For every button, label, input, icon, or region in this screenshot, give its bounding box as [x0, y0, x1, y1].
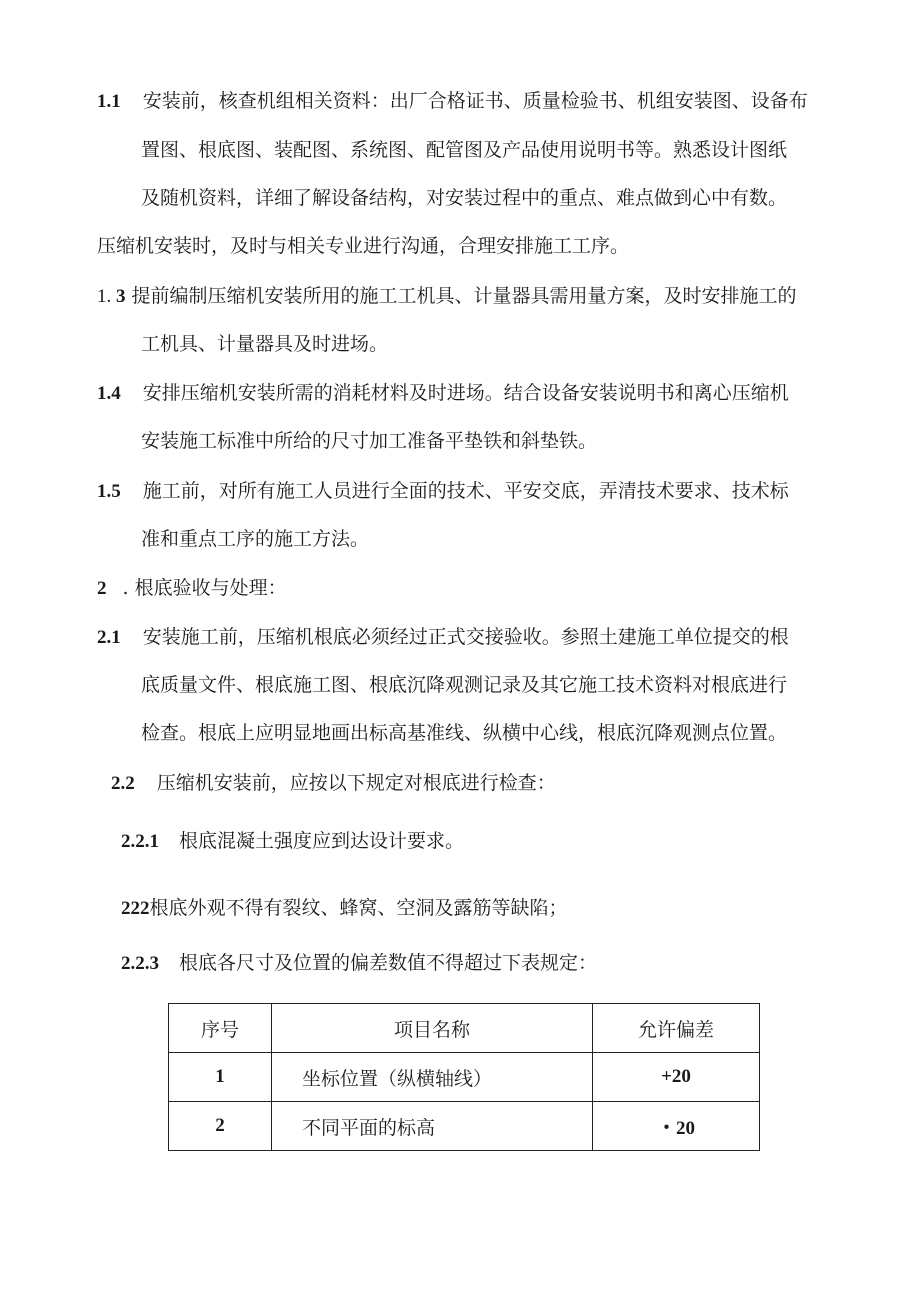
item-number: 1.1	[97, 91, 121, 112]
item-text: 根底混凝土强度应到达设计要求。	[179, 830, 465, 852]
item-1-4	[97, 380, 789, 407]
item-2-2-1	[121, 828, 464, 855]
item-text: 安装施工前，压缩机根底必须经过正式交接验收。参照土建施工单位提交的根	[142, 626, 789, 648]
item-number: 2.2.3	[121, 953, 159, 974]
item-text: 安排压缩机安装所需的消耗材料及时进场。结合设备安装说明书和离心压缩机	[142, 382, 789, 404]
item-number: 2.2.1	[121, 831, 159, 852]
item-number-prefix: 1.	[97, 286, 116, 307]
item-text: 施工前，对所有施工人员进行全面的技术、平安交底，弄清技术要求、技术标	[142, 480, 789, 502]
item-2-2-3	[121, 950, 597, 977]
item-2-1-cont-1: 底质量文件、根底施工图、根底沉降观测记录及其它施工技术资料对根底进行	[141, 674, 788, 696]
item-number: 1.5	[97, 481, 121, 502]
table-cell-tolerance: ・20	[593, 1102, 760, 1151]
item-number: 3	[116, 286, 126, 307]
item-2-1-cont-2: 检查。根底上应明显地画出标高基准线、纵横中心线，根底沉降观测点位置。	[141, 722, 788, 744]
section-2-heading	[97, 575, 287, 602]
item-number: 2.1	[97, 627, 121, 648]
table-cell-index: 1	[169, 1053, 272, 1102]
item-1-3-cont: 工机具、计量器具及时进场。	[141, 333, 389, 355]
table-row	[169, 1053, 760, 1102]
item-number: 2.2	[111, 773, 135, 794]
item-1-1-cont-2: 及随机资料，详细了解设备结构，对安装过程中的重点、难点做到心中有数。	[141, 187, 788, 209]
item-text: 提前编制压缩机安装所用的施工工机具、计量器具需用量方案，及时安排施工的	[131, 285, 797, 307]
table-header: 序号	[169, 1004, 272, 1053]
table-cell-name: 坐标位置（纵横轴线）	[272, 1053, 593, 1102]
item-1-1	[97, 88, 808, 115]
paragraph-compressor-install: 压缩机安装时，及时与相关专业进行沟通，合理安排施工工序。	[97, 235, 630, 257]
table-header-row	[169, 1004, 760, 1053]
item-2-1	[97, 624, 789, 651]
item-text: 压缩机安装前，应按以下规定对根底进行检查：	[156, 772, 556, 794]
item-text: 根底各尺寸及位置的偏差数值不得超过下表规定：	[179, 952, 598, 974]
item-text: . 根底验收与处理：	[122, 577, 287, 599]
item-2-2	[111, 770, 556, 797]
item-1-4-cont: 安装施工标准中所给的尺寸加工准备平垫铁和斜垫铁。	[141, 430, 598, 452]
tolerance-table	[168, 1003, 760, 1151]
item-2-2-2	[121, 895, 568, 922]
table-cell-tolerance: +20	[593, 1053, 760, 1102]
item-number: 2	[97, 578, 107, 599]
item-1-5-cont: 准和重点工序的施工方法。	[141, 528, 370, 550]
table-cell-index: 2	[169, 1102, 272, 1151]
table-header: 允许偏差	[593, 1004, 760, 1053]
item-1-1-cont-1: 置图、根底图、装配图、系统图、配管图及产品使用说明书等。熟悉设计图纸	[141, 139, 788, 161]
table-row	[169, 1102, 760, 1151]
item-text: 根底外观不得有裂纹、蜂窝、空洞及露筋等缺陷；	[149, 897, 568, 919]
item-number: 222	[121, 898, 150, 919]
table-cell-name: 不同平面的标高	[272, 1102, 593, 1151]
item-text: 安装前，核查机组相关资料：出厂合格证书、质量检验书、机组安装图、设备布	[142, 90, 808, 112]
item-1-5	[97, 478, 789, 505]
item-number: 1.4	[97, 383, 121, 404]
table-header: 项目名称	[272, 1004, 593, 1053]
item-1-3	[97, 283, 797, 310]
